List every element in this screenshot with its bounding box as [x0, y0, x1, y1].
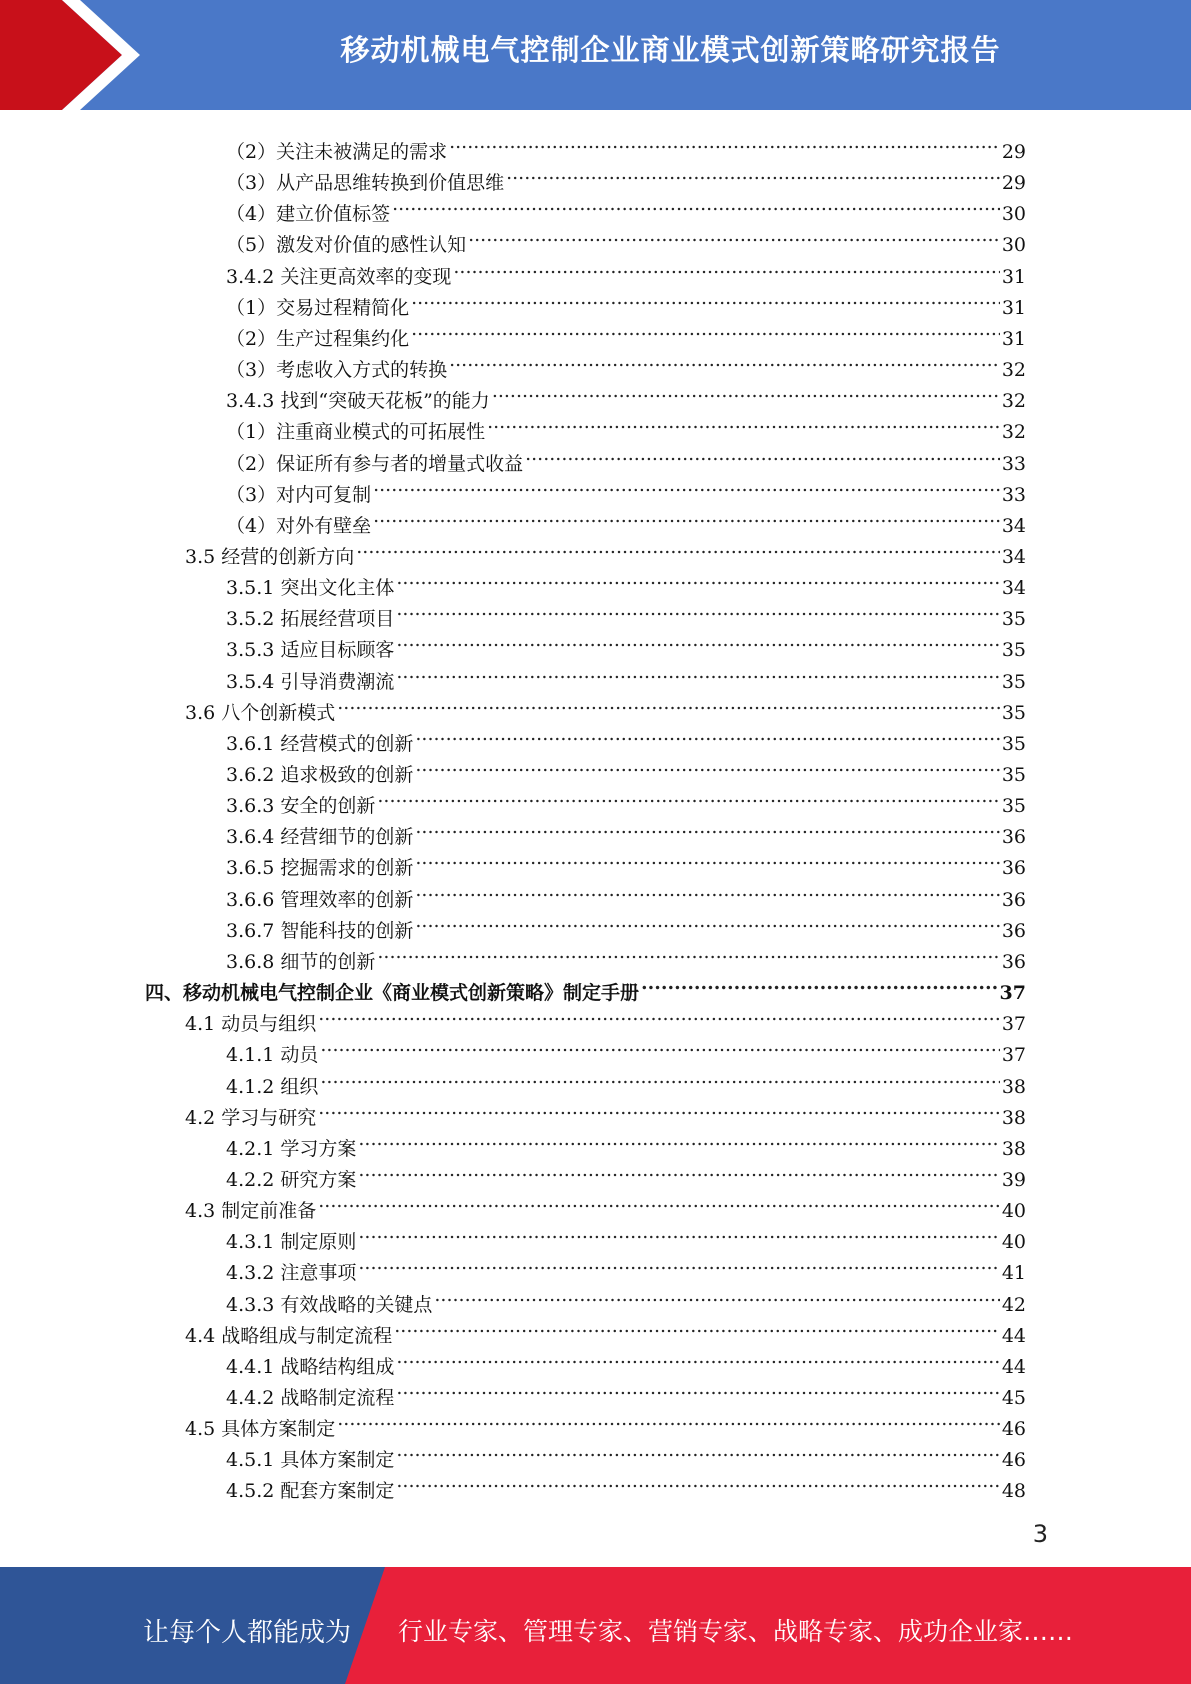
toc-entry-page: 37: [1001, 1044, 1026, 1067]
toc-entry-page: 35: [1001, 795, 1026, 818]
toc-dot-leader: [415, 906, 999, 937]
toc-entry[interactable]: [0, 252, 1026, 288]
toc-entry[interactable]: [0, 127, 1026, 163]
toc-entry[interactable]: [0, 999, 1026, 1036]
toc-entry-page: 30: [1001, 234, 1026, 257]
toc-entry-page: 44: [1001, 1324, 1026, 1347]
toc-entry-label: 4.4.1 战略结构组成: [226, 1355, 395, 1378]
toc-entry[interactable]: [0, 1062, 1026, 1098]
toc-dot-leader: [392, 189, 1000, 220]
toc-entry[interactable]: [0, 688, 1026, 724]
toc-entry[interactable]: [0, 1311, 1026, 1347]
toc-entry[interactable]: [0, 843, 1026, 880]
toc-dot-leader: [318, 1186, 1000, 1217]
page-number: 3: [1032, 1520, 1048, 1548]
toc-entry-label: （2）保证所有参与者的增量式收益: [226, 452, 524, 475]
toc-entry-page: 35: [1001, 639, 1026, 662]
toc-dot-leader: [358, 1124, 999, 1155]
toc-entry-page: 31: [1001, 296, 1026, 319]
toc-dot-leader: [415, 812, 999, 843]
toc-entry-page: 38: [1001, 1137, 1026, 1160]
toc-entry-page: 33: [1001, 483, 1026, 506]
toc-entry[interactable]: [0, 1373, 1026, 1409]
toc-dot-leader: [453, 252, 999, 283]
toc-entry-label: （3）考虑收入方式的转换: [226, 359, 448, 382]
toc-dot-leader: [320, 1062, 999, 1093]
toc-entry[interactable]: [0, 1155, 1026, 1191]
toc-entry-label: 3.4.2 关注更高效率的变现: [226, 265, 452, 288]
toc-dot-leader: [337, 688, 1000, 719]
toc-entry-page: 36: [1001, 826, 1026, 849]
toc-entry-page: 32: [1001, 359, 1026, 382]
toc-entry-page: 36: [1001, 888, 1026, 911]
toc-dot-leader: [396, 1435, 999, 1466]
toc-entry-page: 34: [1001, 577, 1026, 600]
toc-entry-label: 3.6.7 智能科技的创新: [226, 919, 414, 942]
toc-entry[interactable]: [0, 1217, 1026, 1254]
toc-entry-page: 36: [1001, 950, 1026, 973]
toc-entry-label: 4.4 战略组成与制定流程: [185, 1324, 393, 1347]
footer-slogan-right: 行业专家、管理专家、营销专家、战略专家、成功企业家……: [398, 1617, 1074, 1646]
toc-dot-leader: [434, 1280, 999, 1311]
toc-entry-label: 3.5.3 适应目标顾客: [226, 639, 395, 662]
toc-dot-leader: [396, 594, 999, 625]
page-footer: [0, 1567, 1191, 1684]
toc-entry[interactable]: [0, 314, 1026, 350]
footer-slogan-left: 让每个人都能成为: [143, 1618, 352, 1648]
toc-entry-page: 29: [1001, 141, 1026, 163]
toc-entry-page: 33: [1001, 452, 1026, 475]
toc-entry-page: 46: [1001, 1449, 1026, 1472]
toc-entry-label: （4）对外有壁垒: [226, 514, 372, 537]
toc-dot-leader: [492, 376, 1000, 407]
toc-entry-label: 3.4.3 找到“突破天花板”的能力: [226, 390, 490, 413]
toc-entry-page: 35: [1001, 732, 1026, 755]
toc-entry[interactable]: [0, 1093, 1026, 1129]
toc-entry-page: 35: [1001, 670, 1026, 693]
toc-dot-leader: [377, 781, 999, 812]
toc-entry[interactable]: [0, 189, 1026, 226]
toc-dot-leader: [356, 532, 1000, 563]
toc-entry-label: （1）交易过程精简化: [226, 296, 410, 319]
toc-entry-label: 4.2 学习与研究: [185, 1106, 317, 1129]
toc-entry-label: （1）注重商业模式的可拓展性: [226, 421, 486, 444]
toc-dot-leader: [415, 750, 999, 781]
toc-entry-label: 4.4.2 战略制定流程: [226, 1387, 395, 1409]
toc-entry-label: （2）生产过程集约化: [226, 327, 410, 350]
toc-entry[interactable]: [0, 470, 1026, 506]
toc-entry-page: 36: [1001, 919, 1026, 942]
toc-entry[interactable]: [0, 345, 1026, 382]
toc-entry-page: 40: [1001, 1200, 1026, 1223]
toc-entry[interactable]: [0, 906, 1026, 942]
toc-dot-leader: [641, 968, 998, 999]
toc-entry-page: 32: [1001, 421, 1026, 444]
toc-entry-label: 4.3.2 注意事项: [226, 1262, 357, 1285]
toc-entry-page: 38: [1001, 1075, 1026, 1098]
toc-entry-page: 30: [1001, 203, 1026, 226]
toc-entry-page: 45: [1001, 1387, 1026, 1409]
toc-entry[interactable]: [0, 1280, 1026, 1316]
toc-entry[interactable]: [0, 532, 1026, 568]
toc-entry[interactable]: [0, 563, 1026, 600]
toc-entry-label: 3.6.6 管理效率的创新: [226, 888, 414, 911]
toc-entry-page: 35: [1001, 608, 1026, 631]
toc-entry-label: 4.5 具体方案制定: [185, 1418, 336, 1441]
toc-dot-leader: [394, 1311, 1000, 1342]
toc-entry-label: 4.1 动员与组织: [185, 1013, 317, 1036]
toc-entry-label: 4.3 制定前准备: [185, 1200, 317, 1223]
toc-entry-label: 3.5.2 拓展经营项目: [226, 608, 395, 631]
toc-entry-label: （2）关注未被满足的需求: [226, 141, 448, 163]
toc-entry-page: 38: [1001, 1106, 1026, 1129]
toc-entry[interactable]: [0, 1186, 1026, 1223]
toc-dot-leader: [358, 1155, 999, 1186]
toc-entry-label: （4）建立价值标签: [226, 203, 391, 226]
toc-entry[interactable]: [0, 1466, 1026, 1503]
toc-dot-leader: [320, 1030, 999, 1061]
toc-entry-label: 4.3.3 有效战略的关键点: [226, 1293, 433, 1316]
toc-dot-leader: [396, 657, 999, 688]
toc-entry-page: 41: [1001, 1262, 1026, 1285]
toc-entry[interactable]: [0, 283, 1026, 319]
toc-entry[interactable]: [0, 625, 1026, 662]
toc-entry-label: 3.6.5 挖掘需求的创新: [226, 857, 414, 880]
toc-entry-page: 42: [1001, 1293, 1026, 1316]
toc-entry[interactable]: [0, 719, 1026, 755]
toc-dot-leader: [396, 1342, 999, 1373]
toc-entry-label: 3.6.2 追求极致的创新: [226, 764, 414, 786]
toc-dot-leader: [337, 1404, 1000, 1435]
toc-entry[interactable]: [0, 968, 1026, 1005]
toc-entry-page: 29: [1001, 172, 1026, 195]
toc-entry-label: 3.5.1 突出文化主体: [226, 577, 395, 600]
toc-entry-label: 4.3.1 制定原则: [226, 1231, 357, 1254]
toc-entry[interactable]: [0, 937, 1026, 973]
toc-entry[interactable]: [0, 812, 1026, 849]
toc-entry[interactable]: [0, 594, 1026, 631]
toc-entry-label: 4.5.1 具体方案制定: [226, 1449, 395, 1472]
toc-entry[interactable]: [0, 875, 1026, 911]
toc-entry[interactable]: [0, 1030, 1026, 1067]
toc-entry[interactable]: [0, 220, 1026, 257]
page-header: [0, 0, 1191, 110]
toc-entry[interactable]: [0, 1404, 1026, 1441]
toc-entry[interactable]: [0, 1342, 1026, 1378]
toc-entry-label: 3.6.8 细节的创新: [226, 950, 376, 973]
toc-entry[interactable]: [0, 158, 1026, 195]
toc-entry-label: 3.5.4 引导消费潮流: [226, 670, 395, 693]
toc-dot-leader: [449, 345, 1000, 376]
toc-entry-page: 39: [1001, 1168, 1026, 1191]
toc-dot-leader: [318, 999, 1000, 1030]
toc-dot-leader: [396, 563, 999, 594]
toc-dot-leader: [318, 1093, 1000, 1124]
toc-entry-label: 4.2.2 研究方案: [226, 1168, 357, 1191]
toc-entry[interactable]: [0, 1435, 1026, 1472]
toc-entry-label: （3）对内可复制: [226, 483, 372, 506]
toc-entry-page: 35: [1001, 764, 1026, 786]
toc-entry-label: 4.5.2 配套方案制定: [226, 1480, 395, 1503]
toc-entry-page: 37: [999, 982, 1026, 1005]
toc-entry[interactable]: [0, 1248, 1026, 1285]
toc-entry[interactable]: [0, 407, 1026, 444]
toc-entry[interactable]: [0, 376, 1026, 413]
toc-dot-leader: [487, 407, 1000, 438]
toc-entry-page: 44: [1001, 1355, 1026, 1378]
toc-entry-label: 四、移动机械电气控制企业《商业模式创新策略》制定手册: [145, 982, 640, 1005]
toc-dot-leader: [373, 470, 1000, 501]
toc-entry-page: 31: [1001, 265, 1026, 288]
toc-dot-leader: [358, 1217, 999, 1248]
toc-entry-page: 34: [1001, 545, 1026, 568]
toc-dot-leader: [396, 625, 999, 656]
toc-entry-page: 31: [1001, 327, 1026, 350]
toc-entry[interactable]: [0, 781, 1026, 818]
toc-dot-leader: [525, 439, 1000, 470]
document-title: 移动机械电气控制企业商业模式创新策略研究报告: [340, 33, 1001, 67]
toc-entry-label: 3.5 经营的创新方向: [185, 545, 355, 568]
toc-entry-page: 34: [1001, 514, 1026, 537]
toc-entry[interactable]: [0, 439, 1026, 475]
toc-entry-label: 3.6.4 经营细节的创新: [226, 826, 414, 849]
toc-entry[interactable]: [0, 657, 1026, 693]
toc-entry-label: 4.2.1 学习方案: [226, 1137, 357, 1160]
toc-dot-leader: [377, 937, 999, 968]
toc-dot-leader: [415, 843, 999, 874]
toc-entry-page: 37: [1001, 1013, 1026, 1036]
toc-entry-label: 4.1.2 组织: [226, 1075, 319, 1098]
toc-dot-leader: [358, 1248, 999, 1279]
toc-dot-leader: [468, 220, 1000, 251]
toc-entry[interactable]: [0, 501, 1026, 537]
toc-entry-label: 3.6 八个创新模式: [185, 701, 336, 724]
toc-entry-page: 35: [1001, 701, 1026, 724]
toc-dot-leader: [449, 127, 1000, 158]
toc-dot-leader: [411, 314, 1000, 345]
toc-entry-label: 3.6.1 经营模式的创新: [226, 732, 414, 755]
toc-entry-label: （3）从产品思维转换到价值思维: [226, 172, 505, 195]
toc-dot-leader: [396, 1466, 999, 1497]
toc-dot-leader: [506, 158, 1000, 189]
toc-entry-label: 3.6.3 安全的创新: [226, 795, 376, 818]
toc-entry-page: 36: [1001, 857, 1026, 880]
toc-entry[interactable]: [0, 1124, 1026, 1160]
toc-dot-leader: [415, 875, 999, 906]
toc-entry-label: （5）激发对价值的感性认知: [226, 234, 467, 257]
toc-entry-page: 48: [1001, 1480, 1026, 1503]
toc-dot-leader: [415, 719, 999, 750]
toc-dot-leader: [411, 283, 1000, 314]
toc-entry[interactable]: [0, 750, 1026, 786]
toc-entry-page: 32: [1001, 390, 1026, 413]
toc-entry-page: 40: [1001, 1231, 1026, 1254]
toc-dot-leader: [373, 501, 1000, 532]
toc-entry-page: 46: [1001, 1418, 1026, 1441]
toc-dot-leader: [396, 1373, 999, 1404]
toc-entry-label: 4.1.1 动员: [226, 1044, 319, 1067]
